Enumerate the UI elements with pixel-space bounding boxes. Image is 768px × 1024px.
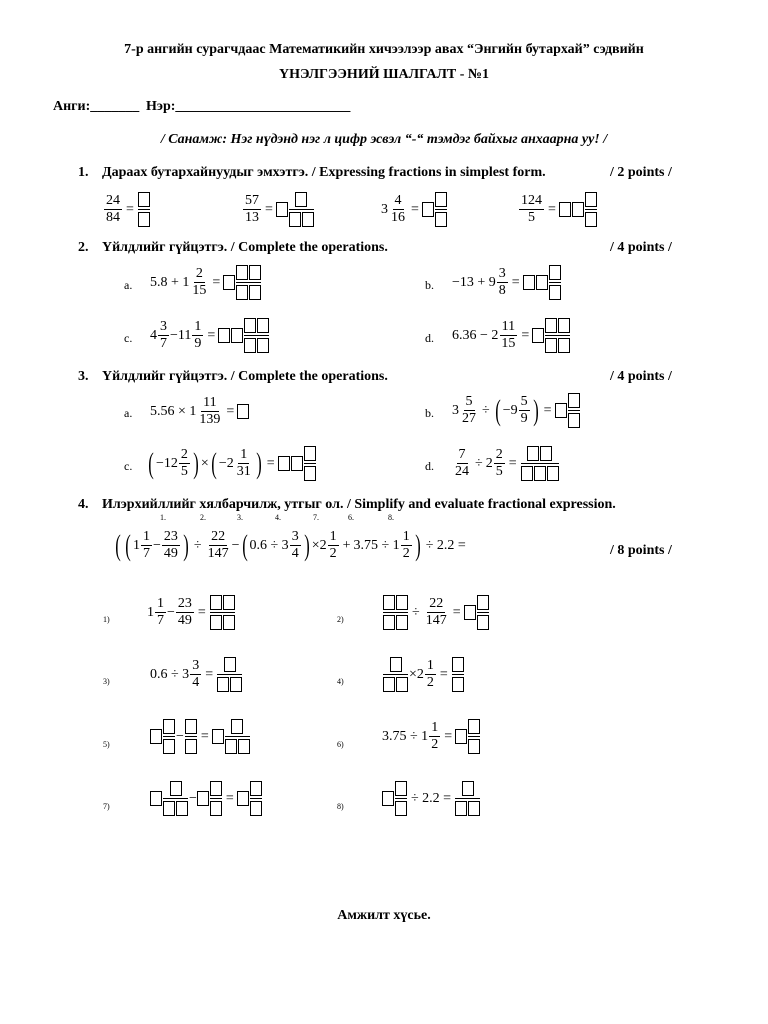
header-line-1: 7-р ангийн сурагчдаас Математикийн хичээлээр авах “Энгийн бутархай” сэдвийн (124, 42, 644, 57)
answer-box[interactable] (549, 265, 561, 280)
answer-box[interactable] (218, 328, 230, 343)
q3-points: / 4 points / (610, 369, 672, 384)
answer-box[interactable] (568, 393, 580, 408)
answer-box[interactable] (435, 192, 447, 207)
order-marker: 4. (275, 513, 281, 522)
answer-box[interactable] (223, 615, 235, 630)
answer-box[interactable] (249, 265, 261, 280)
answer-box[interactable] (257, 338, 269, 353)
answer-box[interactable] (163, 739, 175, 754)
answer-box[interactable] (210, 595, 222, 610)
answer-box[interactable] (452, 677, 464, 692)
q2-b-label: b. (425, 278, 434, 292)
answer-box[interactable] (150, 791, 162, 806)
answer-box[interactable] (545, 338, 557, 353)
answer-box[interactable] (176, 801, 188, 816)
answer-box[interactable] (382, 791, 394, 806)
answer-box[interactable] (236, 285, 248, 300)
name-field-label: Нэр:_________________________ (146, 99, 351, 114)
answer-box[interactable] (224, 657, 236, 672)
answer-box[interactable] (185, 719, 197, 734)
answer-box[interactable] (390, 657, 402, 672)
q1-item-4: $\frac{124}{5}$ = (518, 192, 598, 227)
answer-box[interactable] (549, 285, 561, 300)
order-marker: 8. (388, 513, 394, 522)
q1-item-3: 3 $\frac{4}{16}$ = (381, 192, 448, 227)
order-marker: 1. (160, 513, 166, 522)
q1-item-2: $\frac{57}{13}$ = (242, 192, 315, 227)
answer-box[interactable] (540, 446, 552, 461)
q2-d-label: d. (425, 331, 434, 345)
order-marker: 6. (348, 513, 354, 522)
answer-box[interactable] (383, 595, 395, 610)
answer-box[interactable] (249, 285, 261, 300)
step-label-1: 1) (103, 615, 110, 624)
answer-box[interactable] (452, 657, 464, 672)
answer-box[interactable] (291, 456, 303, 471)
q4-number: 4. (78, 497, 89, 512)
answer-box[interactable] (278, 456, 290, 471)
answer-box[interactable] (223, 595, 235, 610)
answer-box[interactable] (536, 275, 548, 290)
q4-points: / 8 points / (610, 543, 672, 558)
answer-box[interactable] (237, 404, 249, 419)
answer-box[interactable] (468, 801, 480, 816)
answer-box[interactable] (477, 615, 489, 630)
answer-box[interactable] (555, 403, 567, 418)
answer-box[interactable] (527, 446, 539, 461)
q2-d-expr: 6.36 − 2 $\frac{11}{15}$ = (452, 318, 571, 353)
q1-title: Дараах бутархайнуудыг эмхэтгэ. / Expressing fractions in simplest form. (102, 165, 546, 180)
answer-box[interactable] (523, 275, 535, 290)
answer-box[interactable] (585, 192, 597, 207)
answer-box[interactable] (225, 739, 237, 754)
q3-b-expr: 3 $\frac{5}{27}$ ÷ ( −9 $\frac{5}{9}$ ) = (452, 393, 581, 428)
answer-box[interactable] (197, 791, 209, 806)
answer-box[interactable] (244, 338, 256, 353)
answer-box[interactable] (532, 328, 544, 343)
answer-box[interactable] (572, 202, 584, 217)
answer-box[interactable] (568, 413, 580, 428)
answer-box[interactable] (383, 677, 395, 692)
answer-box[interactable] (302, 212, 314, 227)
answer-box[interactable] (236, 265, 248, 280)
q2-points: / 4 points / (610, 240, 672, 255)
answer-box[interactable] (521, 466, 533, 481)
q1-number: 1. (78, 165, 89, 180)
step-label-2: 2) (337, 615, 344, 624)
answer-box[interactable] (238, 739, 250, 754)
answer-box[interactable] (558, 338, 570, 353)
answer-box[interactable] (395, 781, 407, 796)
answer-box[interactable] (185, 739, 197, 754)
answer-box[interactable] (257, 318, 269, 333)
step-2-expr: ÷ $\frac{22}{147}$ = (382, 595, 490, 630)
q1-item-1: $\frac{24}{84}$ = (103, 192, 151, 227)
answer-box[interactable] (534, 466, 546, 481)
answer-box[interactable] (163, 801, 175, 816)
answer-box[interactable] (547, 466, 559, 481)
answer-box[interactable] (558, 318, 570, 333)
answer-box[interactable] (585, 212, 597, 227)
q3-c-expr: ( −12 $\frac{2}{5}$ ) × ( −2 $\frac{1}{31}$ ) = (146, 446, 317, 481)
step-4-expr: × 2 $\frac{1}{2}$ = (382, 657, 465, 692)
answer-box[interactable] (295, 192, 307, 207)
answer-box[interactable] (545, 318, 557, 333)
q3-a-label: a. (124, 406, 133, 420)
note: / Санамж: Нэг нүдэнд нэг л цифр эсвэл “-“ тэмдэг байхыг анхаарна уу! / (160, 132, 608, 147)
answer-box[interactable] (304, 446, 316, 461)
answer-box[interactable] (250, 801, 262, 816)
q2-title: Үйлдлийг гүйцэтгэ. / Complete the operations. (102, 240, 388, 255)
answer-box[interactable] (231, 328, 243, 343)
q4-main-expr: ( ( 1 $\frac{1}{7}$ − $\frac{23}{49}$ ) ÷ $\frac{22}{147}$ − ( 0.6 ÷ 3 $\frac{3}{4}$ ) × 2 $\frac{1}{2}$ + 3.75 ÷ 1 $\frac{1}{2}$ ) ÷ 2.2 = (115, 528, 466, 562)
q1-points: / 2 points / (610, 165, 672, 180)
step-3-expr: 0.6 ÷ 3 $\frac{3}{4}$ = (150, 657, 243, 692)
q3-title: Үйлдлийг гүйцэтгэ. / Complete the operations. (102, 369, 388, 384)
answer-box[interactable] (170, 781, 182, 796)
answer-box[interactable] (289, 212, 301, 227)
header-title: ҮНЭЛГЭЭНИЙ ШАЛГАЛТ - №1 (278, 67, 490, 82)
step-label-5: 5) (103, 740, 110, 749)
answer-box[interactable] (150, 729, 162, 744)
answer-box[interactable] (396, 677, 408, 692)
q2-c-expr: 4 $\frac{3}{7}$ −11 $\frac{1}{9}$ = (150, 318, 270, 353)
q3-d-expr: $\frac{7}{24}$ ÷ 2 $\frac{2}{5}$ = (452, 446, 560, 481)
answer-box[interactable] (250, 781, 262, 796)
answer-box[interactable] (163, 719, 175, 734)
answer-box[interactable] (217, 677, 229, 692)
answer-box[interactable] (138, 212, 150, 227)
answer-box[interactable] (304, 466, 316, 481)
answer-box[interactable] (210, 801, 222, 816)
q2-number: 2. (78, 240, 89, 255)
step-label-4: 4) (337, 677, 344, 686)
step-label-6: 6) (337, 740, 344, 749)
footer-text: Амжилт хүсье. (337, 908, 431, 923)
answer-box[interactable] (468, 719, 480, 734)
answer-box[interactable] (455, 729, 467, 744)
class-field-label: Анги:_______ (53, 99, 140, 114)
q2-b-expr: −13 + 9 $\frac{3}{8}$ = (452, 265, 562, 300)
answer-box[interactable] (477, 595, 489, 610)
step-5-expr: − = (150, 719, 251, 754)
step-label-7: 7) (103, 802, 110, 811)
q3-c-label: c. (124, 459, 133, 473)
step-label-3: 3) (103, 677, 110, 686)
step-label-8: 8) (337, 802, 344, 811)
answer-box[interactable] (210, 781, 222, 796)
answer-box[interactable] (395, 801, 407, 816)
q3-a-expr: 5.56 × 1 $\frac{11}{139}$ = (150, 396, 249, 427)
answer-box[interactable] (422, 202, 434, 217)
answer-box[interactable] (210, 615, 222, 630)
answer-box[interactable] (464, 605, 476, 620)
order-marker: 3. (237, 513, 243, 522)
answer-box[interactable] (559, 202, 571, 217)
step-7-expr: − = (150, 781, 263, 816)
q2-a-expr: 5.8 + 1 $\frac{2}{15}$ = (150, 265, 262, 300)
answer-box[interactable] (231, 719, 243, 734)
step-1-expr: 1 $\frac{1}{7}$ − $\frac{23}{49}$ = (147, 595, 236, 630)
answer-box[interactable] (435, 212, 447, 227)
answer-box[interactable] (237, 791, 249, 806)
answer-box[interactable] (383, 615, 395, 630)
order-marker: 2. (200, 513, 206, 522)
answer-box[interactable] (212, 729, 224, 744)
step-8-expr: ÷ 2.2 = (382, 781, 481, 816)
step-6-expr: 3.75 ÷ 1 $\frac{1}{2}$ = (382, 719, 481, 754)
answer-box[interactable] (244, 318, 256, 333)
answer-box[interactable] (230, 677, 242, 692)
q3-d-label: d. (425, 459, 434, 473)
answer-box[interactable] (138, 192, 150, 207)
answer-box[interactable] (223, 275, 235, 290)
answer-box[interactable] (396, 615, 408, 630)
order-marker: 7. (313, 513, 319, 522)
answer-box[interactable] (396, 595, 408, 610)
q2-c-label: c. (124, 331, 133, 345)
answer-box[interactable] (462, 781, 474, 796)
q2-a-label: a. (124, 278, 133, 292)
q4-title: Илэрхийллийг хялбарчилж, утгыг ол. / Simplify and evaluate fractional expression. (102, 497, 616, 512)
q3-b-label: b. (425, 406, 434, 420)
answer-box[interactable] (468, 739, 480, 754)
answer-box[interactable] (276, 202, 288, 217)
answer-box[interactable] (455, 801, 467, 816)
q3-number: 3. (78, 369, 89, 384)
